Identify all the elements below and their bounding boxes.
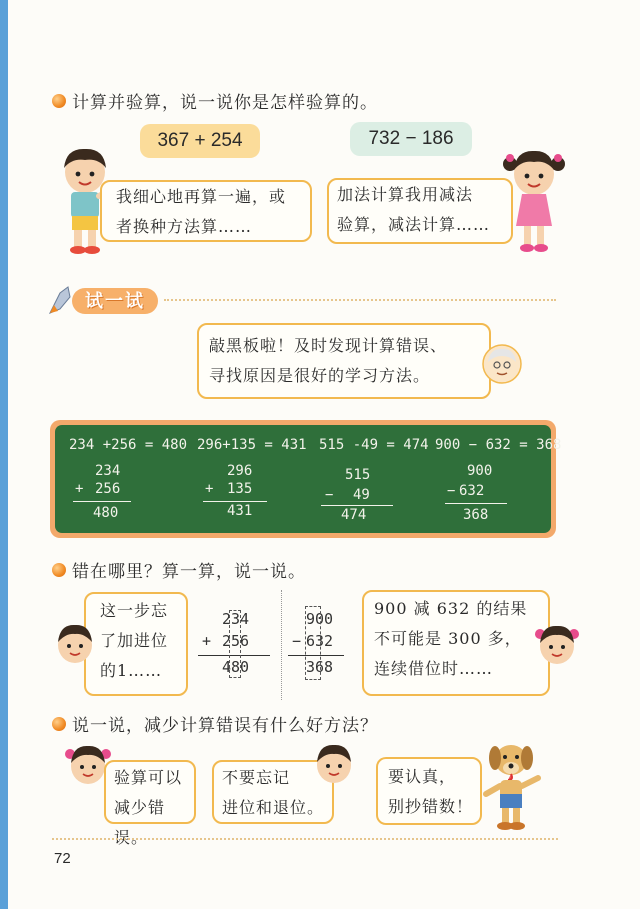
expr-sub-pill [350, 122, 472, 156]
board-bottom-1: 256 [95, 481, 121, 497]
orange-bullet-icon [52, 563, 66, 577]
board-top-3: 515 [345, 467, 371, 483]
expr-sub-text: 732 − 186 [368, 128, 454, 149]
tip-bubble-3 [376, 757, 482, 825]
calc-sub-bottom: 632 [306, 632, 334, 650]
board-op-3: − [325, 487, 334, 503]
calc-sub-op: − [292, 632, 302, 650]
left-bubble-line2: 了加进位 [100, 631, 169, 650]
tip3-line1: 要认真， [388, 767, 457, 786]
board-line-3 [321, 505, 393, 506]
board-equation-1: 234 +256 = 480 [69, 437, 188, 453]
board-op-2: + [205, 481, 214, 497]
blackboard [55, 425, 562, 533]
teacher-line1: 敲黑板啦！及时发现计算错误、 [209, 336, 448, 355]
board-result-3: 474 [341, 507, 367, 523]
section2-heading-text: 错在哪里？算一算，说一说。 [72, 562, 306, 582]
board-result-1: 480 [93, 505, 119, 521]
right-bubble-line2: 不可能是 300 多， [374, 629, 522, 648]
calc-sub-result: 368 [306, 658, 334, 676]
boy-bubble-line2: 者换种方法算…… [116, 217, 253, 236]
section1-heading-text: 计算并验算，说一说你是怎样验算的。 [72, 93, 378, 113]
board-bottom-2: 135 [227, 481, 253, 497]
calc-add-top: 234 [222, 610, 250, 628]
dog-illustration-icon [478, 740, 544, 832]
right-explain-bubble [362, 590, 550, 696]
calc-sub-dashed-box [305, 606, 321, 680]
left-bubble-line3: 的1…… [100, 661, 163, 680]
left-explain-bubble [84, 592, 188, 696]
girl-bubble-line2: 验算，减法计算…… [337, 215, 491, 234]
section3-heading [52, 711, 378, 736]
board-result-2: 431 [227, 503, 253, 519]
board-op-1: + [75, 481, 84, 497]
board-bottom-4: 632 [459, 483, 485, 499]
tip1-line1: 验算可以 [114, 768, 183, 787]
page-left-bar [0, 0, 8, 909]
calc-add-op: + [202, 632, 212, 650]
board-equation-2: 296+135 = 431 [197, 437, 307, 453]
board-line-2 [203, 501, 267, 502]
teacher-avatar-icon [482, 344, 522, 384]
section1-heading [52, 88, 378, 113]
page-number: 72 [54, 850, 71, 867]
right-bubble-line3: 连续借位时…… [374, 659, 494, 678]
girl-illustration-icon [502, 144, 566, 256]
expr-add-text: 367 + 254 [157, 130, 243, 151]
teacher-speech-bubble [197, 323, 491, 399]
dotted-divider [164, 299, 556, 301]
calc-add-result: 480 [222, 658, 250, 676]
teacher-line2: 寻找原因是很好的学习方法。 [209, 366, 431, 385]
tip1-line2: 减少错误。 [114, 798, 166, 847]
try-it-badge: 试一试 [85, 291, 145, 312]
tip3-line2: 别抄错数！ [388, 797, 474, 816]
board-top-2: 296 [227, 463, 253, 479]
boy-face-icon [54, 620, 96, 666]
board-op-4: − [447, 483, 456, 499]
calc-sub-top: 900 [306, 610, 334, 628]
section3-heading-text: 说一说，减少计算错误有什么好方法？ [72, 716, 378, 736]
vertical-dotted-divider [281, 590, 282, 700]
calc-add-dashed-box [229, 610, 241, 678]
board-result-4: 368 [463, 507, 489, 523]
calc-add-bottom: 256 [222, 632, 250, 650]
board-line-1 [73, 501, 131, 502]
girl-bubble-line1: 加法计算我用减法 [337, 185, 474, 204]
girl-speech-bubble [327, 178, 513, 244]
right-bubble-line1: 900 减 632 的结果 [374, 599, 528, 618]
bottom-dotted-divider [52, 838, 558, 840]
orange-bullet-icon [52, 717, 66, 731]
board-equation-3: 515 -49 = 474 [319, 437, 429, 453]
girl-face-icon [534, 620, 580, 666]
left-bubble-line1: 这一步忘 [100, 601, 169, 620]
board-bottom-3: 49 [353, 487, 370, 503]
boy-face-icon-2 [312, 740, 356, 786]
board-equation-4: 900 − 632 = 368 [435, 437, 562, 453]
expr-add-pill [140, 124, 260, 158]
boy-speech-bubble [100, 180, 312, 242]
blackboard-frame [50, 420, 562, 538]
tip2-line2: 进位和退位。 [222, 798, 325, 817]
tip-bubble-1 [104, 760, 196, 847]
tip2-line1: 不要忘记 [222, 768, 291, 787]
board-top-4: 900 [467, 463, 493, 479]
orange-bullet-icon [52, 94, 66, 108]
board-line-4 [445, 503, 507, 504]
board-top-1: 234 [95, 463, 121, 479]
boy-bubble-line1: 我细心地再算一遍，或 [116, 187, 287, 206]
section2-heading [52, 557, 306, 582]
